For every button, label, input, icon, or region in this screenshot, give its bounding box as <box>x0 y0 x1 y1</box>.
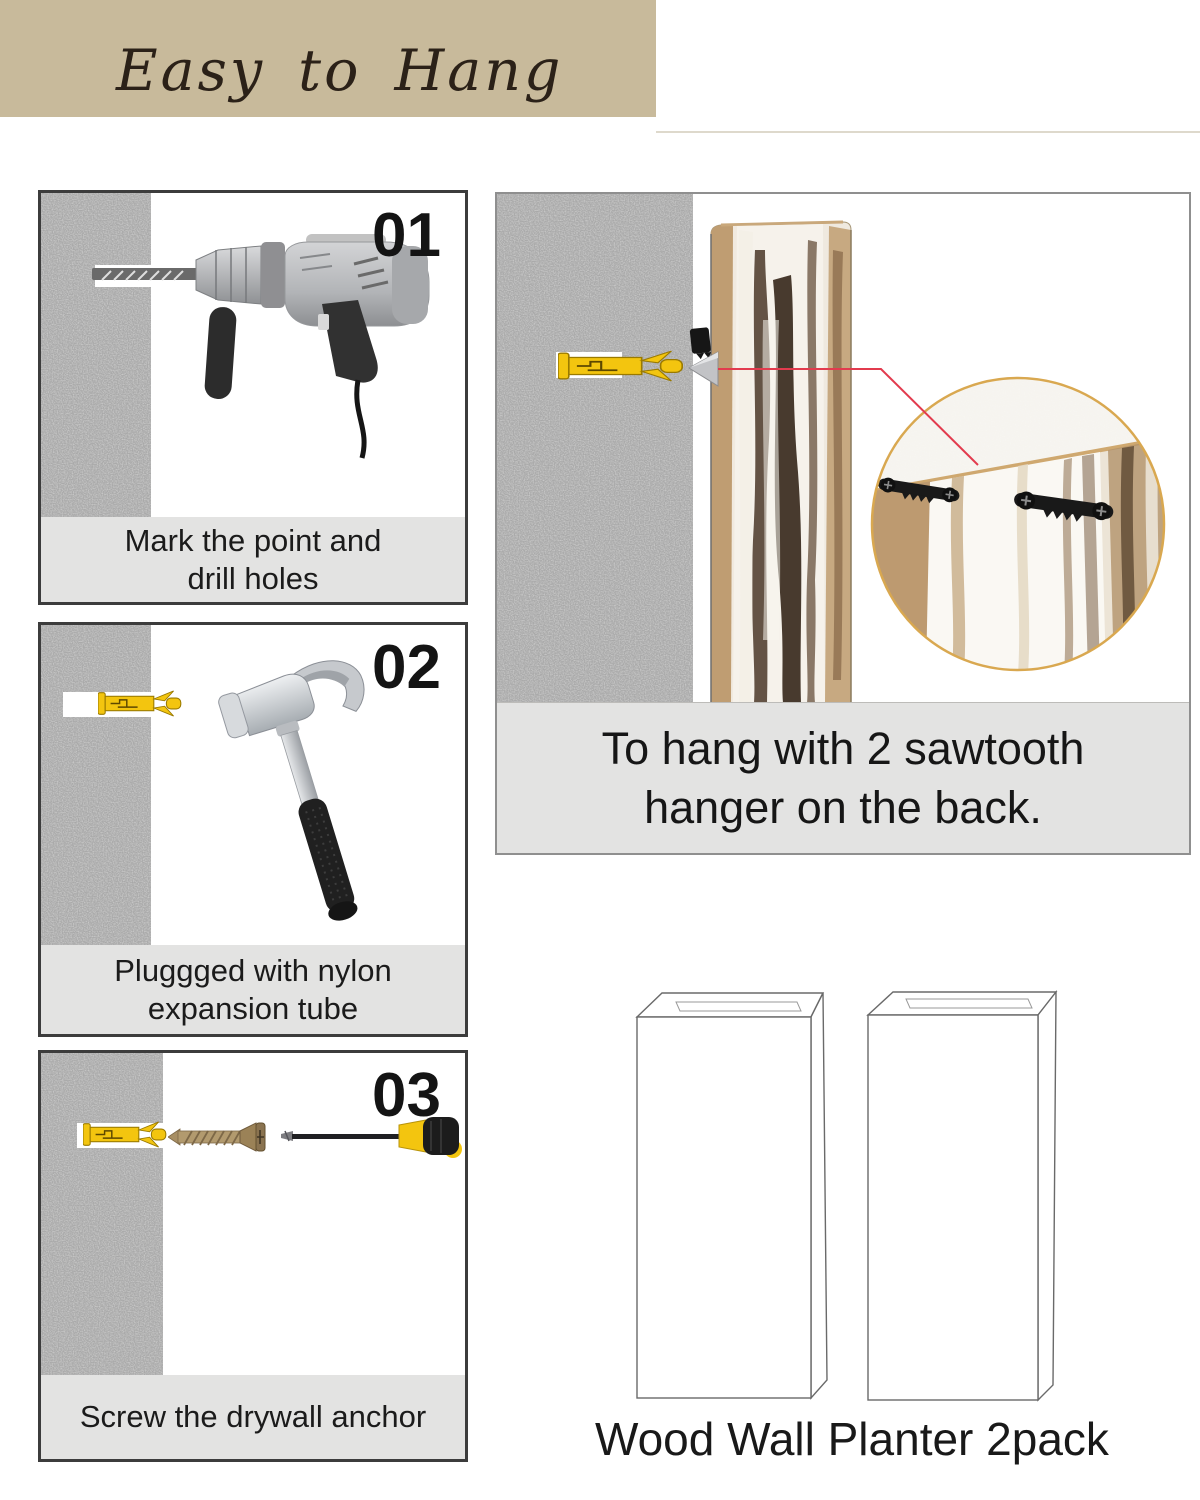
header-divider-line <box>656 131 1200 133</box>
product-box-drawing-1 <box>637 993 827 1398</box>
step-box-3 <box>38 1050 468 1462</box>
step-caption-line: Mark the point and <box>124 522 382 558</box>
step-number: 02 <box>372 633 441 702</box>
wall-texture <box>41 1053 163 1375</box>
hang-photo-panel <box>495 192 1191 855</box>
wall-texture <box>41 625 151 945</box>
step-number: 03 <box>372 1061 441 1130</box>
anchor-image <box>83 1121 173 1148</box>
sawtooth-side-image <box>687 324 723 390</box>
hang-caption-line: To hang with 2 sawtooth <box>601 723 1085 774</box>
step-caption <box>41 945 465 1034</box>
step-box-1 <box>38 190 468 605</box>
step-caption-line: drill holes <box>187 560 319 596</box>
step-number: 01 <box>372 201 441 270</box>
header-bar <box>0 0 656 117</box>
hang-caption <box>497 702 1189 853</box>
hang-caption-line: hanger on the back. <box>644 782 1042 833</box>
step-box-2 <box>38 622 468 1037</box>
page-title: Easy to Hang <box>116 38 564 104</box>
anchor-image <box>98 690 188 717</box>
wall-anchor-image <box>558 350 693 382</box>
step-caption-line: expansion tube <box>147 990 359 1026</box>
product-box-drawings <box>600 975 1080 1415</box>
hammer-image <box>215 653 375 933</box>
step-caption-line: Screw the drywall anchor <box>79 1399 427 1434</box>
magnifier-circle <box>868 374 1168 674</box>
product-box-drawing-2 <box>868 992 1056 1400</box>
screw-image <box>168 1120 273 1154</box>
step-caption <box>41 1375 465 1459</box>
wood-plank-image <box>703 220 853 703</box>
wall-texture <box>497 194 693 703</box>
step-caption-line: Pluggged with nylon <box>114 952 392 988</box>
step-caption <box>41 517 465 602</box>
product-label: Wood Wall Planter 2pack <box>595 1413 1109 1465</box>
